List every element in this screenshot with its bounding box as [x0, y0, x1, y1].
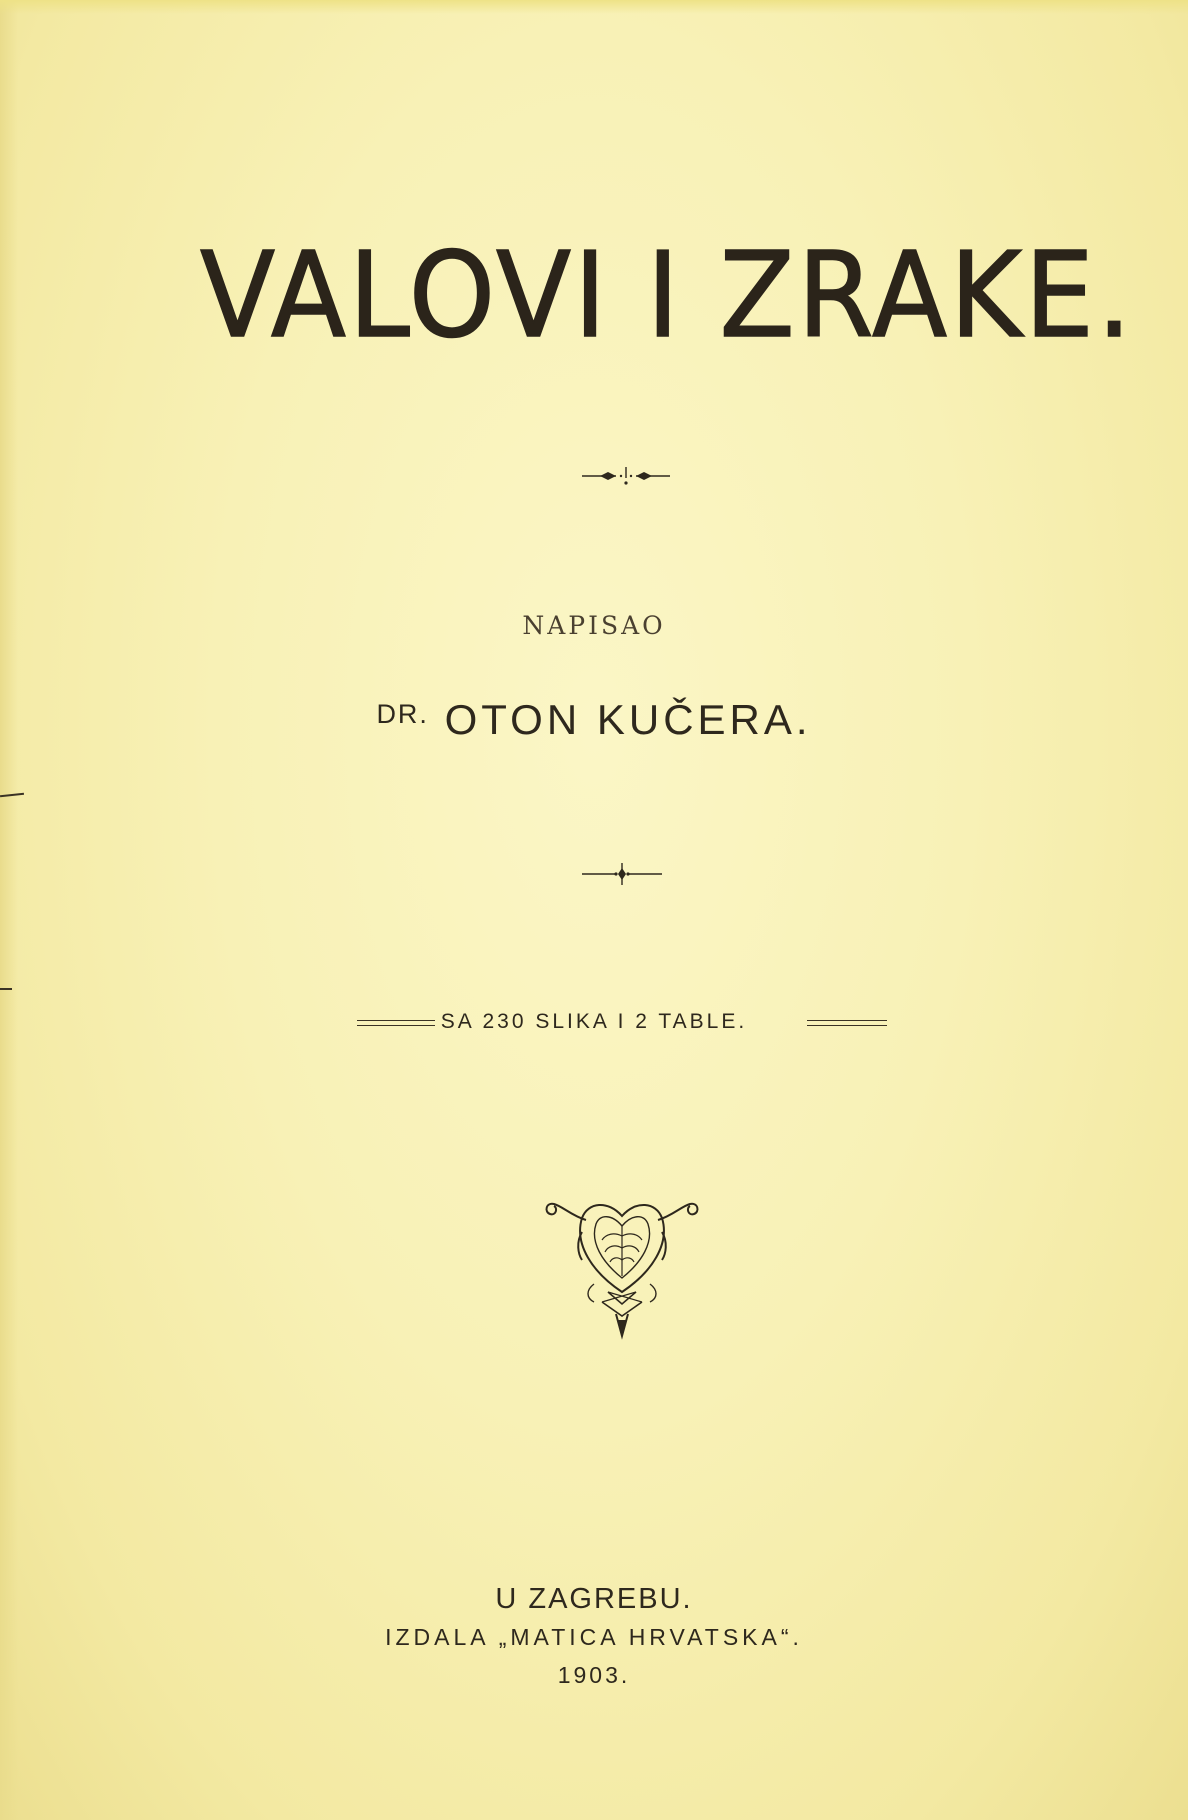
- heart-vignette-ornament: [542, 1180, 702, 1340]
- written-by-label: NAPISAO: [522, 611, 666, 640]
- book-title: VALOVI I ZRAKE.: [200, 226, 1135, 364]
- illustrations-note: SA 230 SLIKA I 2 TABLE.: [440, 1010, 748, 1033]
- cross-ornament: [580, 860, 664, 888]
- edge-mark: [0, 793, 24, 797]
- author-line: [0, 696, 1188, 744]
- right-double-rule: [807, 1020, 887, 1026]
- author-title: DR.: [376, 699, 429, 729]
- publication-city: U ZAGREBU.: [495, 1583, 693, 1615]
- publisher-line: IZDALA „MATICA HRVATSKA“.: [385, 1624, 803, 1650]
- divider-ornament: [580, 464, 672, 488]
- publication-year: 1903.: [557, 1662, 631, 1688]
- author-name: OTON KUČERA.: [444, 696, 812, 743]
- edge-mark: [0, 988, 12, 990]
